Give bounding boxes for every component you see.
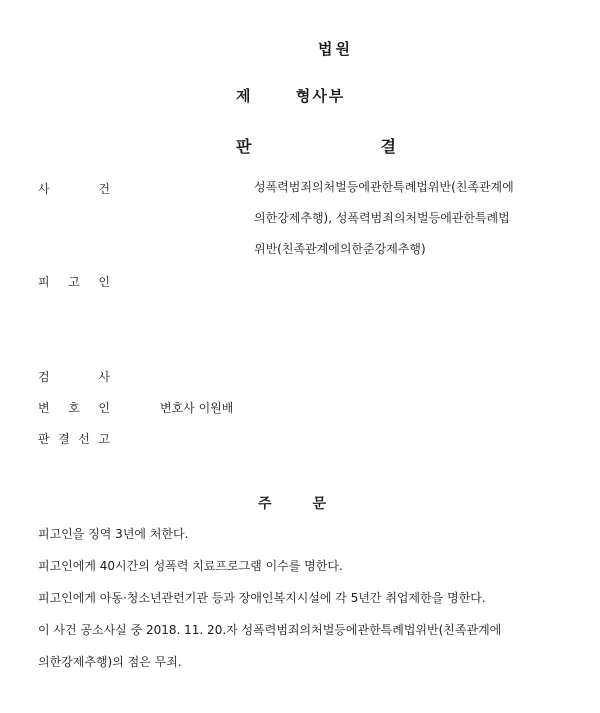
- defendant-label: [38, 273, 110, 290]
- order-heading-char: 문: [312, 496, 326, 512]
- sentence-date-label-char: 선: [78, 432, 90, 446]
- order-heading-char: 주: [258, 496, 272, 512]
- order-line: 이 사건 공소사실 중 2018. 11. 20.자 성폭력범죄의처벌등에관한특례법위반(친족관계에: [38, 623, 502, 637]
- prosecutor-label-char: 검: [38, 370, 50, 384]
- case-label-char: 사: [38, 182, 50, 196]
- counsel-label-char: 인: [98, 401, 110, 415]
- order-line: 피고인을 징역 3년에 처한다.: [38, 527, 189, 541]
- order-line: 의한강제추행)의 점은 무죄.: [38, 655, 182, 669]
- counsel-label: [38, 399, 110, 416]
- order-line: 피고인에게 아동·청소년관련기관 등과 장애인복지시설에 각 5년간 취업제한을 명한다.: [38, 591, 486, 605]
- judgment-title-char: 결: [380, 137, 396, 156]
- case-label-char: 건: [98, 182, 110, 196]
- case-name: [254, 178, 574, 271]
- case-label: [38, 180, 110, 197]
- sentence-date-label: [38, 430, 110, 447]
- judgment-title-char: 판: [236, 137, 252, 156]
- sentence-date-label-char: 결: [58, 432, 70, 446]
- defendant-label-char: 인: [98, 275, 110, 289]
- sentence-date-label-char: 판: [38, 432, 50, 446]
- order-body: [38, 525, 578, 685]
- case-name-line: 의한강제추행), 성폭력범죄의처벌등에관한특례법: [254, 211, 510, 225]
- counsel-label-char: 호: [68, 401, 80, 415]
- defendant-label-char: 고: [68, 275, 80, 289]
- criminal-division: 제 형사부: [236, 87, 346, 105]
- order-heading: [258, 493, 326, 513]
- order-line: 피고인에게 40시간의 성폭력 치료프로그램 이수를 명한다.: [38, 559, 343, 573]
- prosecutor-label-char: 사: [98, 370, 110, 384]
- judgment-title: [236, 134, 396, 157]
- prosecutor-label: [38, 368, 110, 385]
- case-name-line: 성폭력범죄의처벌등에관한특례법위반(친족관계에: [254, 180, 514, 194]
- defendant-label-char: 피: [38, 275, 50, 289]
- court-name: 법원: [318, 40, 353, 58]
- counsel-label-char: 변: [38, 401, 50, 415]
- sentence-date-label-char: 고: [98, 432, 110, 446]
- counsel-value: 변호사 이원배: [160, 401, 234, 415]
- case-name-line: 위반(친족관계에의한준강제추행): [254, 242, 426, 256]
